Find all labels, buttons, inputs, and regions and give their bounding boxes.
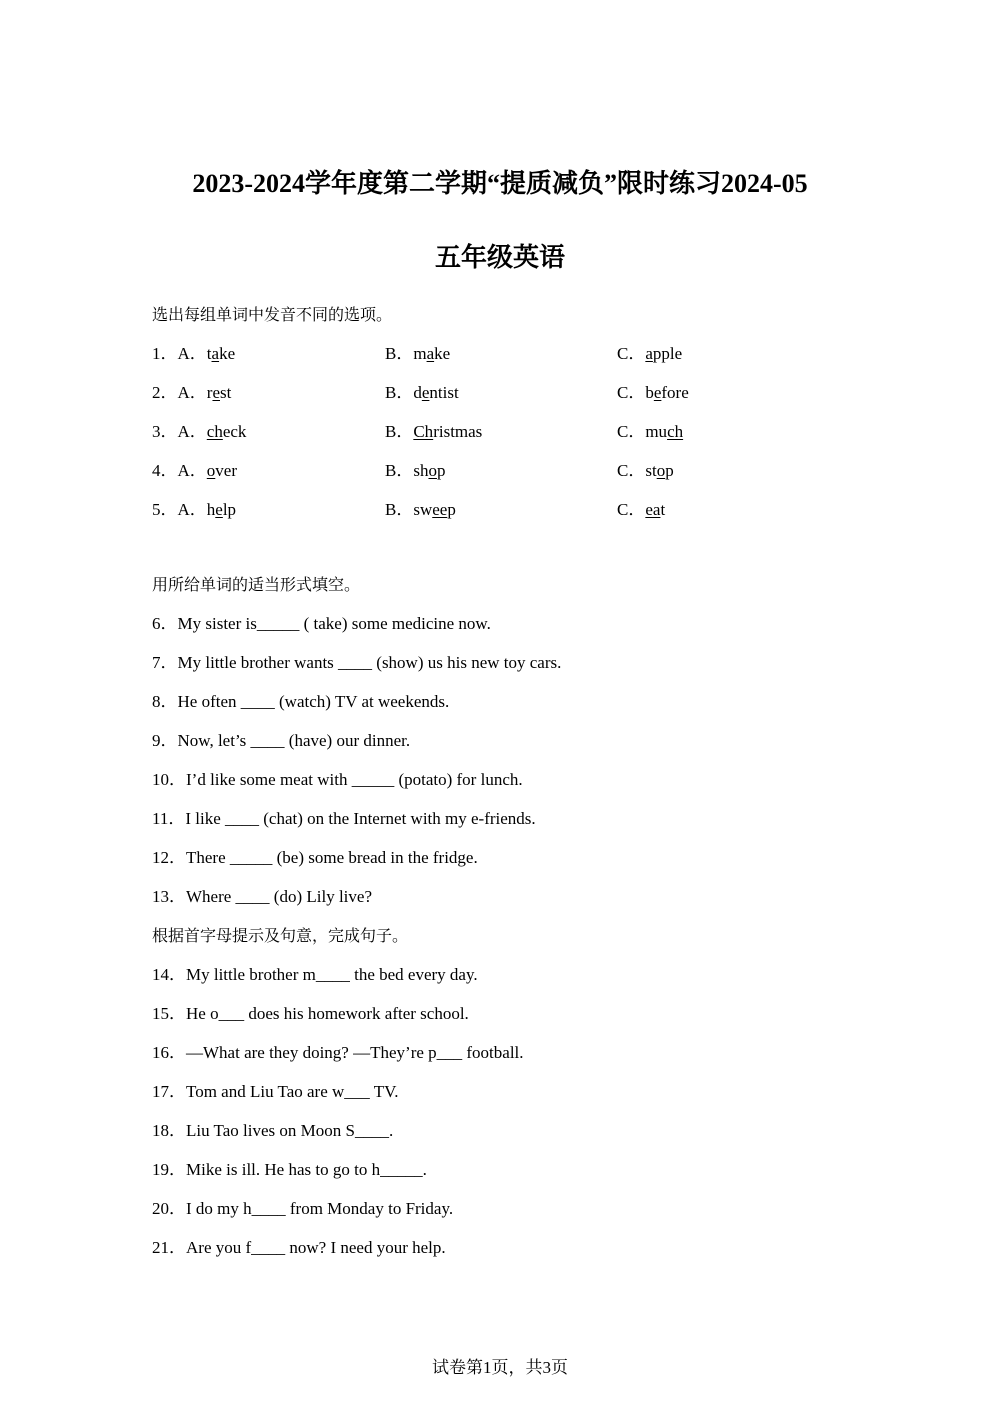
option-c: C．before: [617, 383, 689, 402]
option-c: C．eat: [617, 500, 666, 519]
option-c: C．stop: [617, 461, 674, 480]
option-a: 1．A．take: [152, 344, 236, 363]
question-item: 10．I’d like some meat with _____ (potato) for lunch.: [152, 770, 523, 789]
option-a: 2．A．rest: [152, 383, 232, 402]
option-b: B．Christmas: [385, 422, 483, 441]
page-footer: 试卷第1页，共3页: [432, 1358, 568, 1377]
question-item: 19．Mike is ill. He has to go to h_____.: [152, 1160, 427, 1179]
question-item: 11．I like ____ (chat) on the Internet with my e-friends.: [152, 809, 536, 828]
section3-heading: 根据首字母提示及句意，完成句子。: [152, 926, 409, 945]
option-b: B．dentist: [385, 383, 459, 402]
question-item: 16．—What are they doing? —They’re p___ football.: [152, 1043, 524, 1062]
section2-heading: 用所给单词的适当形式填空。: [152, 575, 361, 594]
option-b: B．sweep: [385, 500, 456, 519]
question-item: 13．Where ____ (do) Lily live?: [152, 887, 372, 906]
section1-heading: 选出每组单词中发音不同的选项。: [152, 305, 393, 324]
question-item: 20．I do my h____ from Monday to Friday.: [152, 1199, 454, 1218]
option-a: 5．A．help: [152, 500, 237, 519]
option-a: 3．A．check: [152, 422, 247, 441]
option-c: C．much: [617, 422, 684, 441]
question-item: 17．Tom and Liu Tao are w___ TV.: [152, 1082, 399, 1101]
exam-subtitle: 五年级英语: [434, 243, 565, 273]
option-c: C．apple: [617, 344, 683, 363]
question-item: 14．My little brother m____ the bed every day.: [152, 965, 478, 984]
question-item: 18．Liu Tao lives on Moon S____.: [152, 1121, 394, 1140]
question-item: 15．He o___ does his homework after school.: [152, 1004, 469, 1023]
question-item: 9．Now, let’s ____ (have) our dinner.: [152, 731, 411, 750]
question-item: 21．Are you f____ now? I need your help.: [152, 1238, 446, 1257]
exam-title: 2023-2024学年度第二学期“提质减负”限时练习2024-05: [192, 169, 808, 198]
option-b: B．make: [385, 344, 451, 363]
option-b: B．shop: [385, 461, 446, 480]
question-item: 12．There _____ (be) some bread in the fridge.: [152, 848, 478, 867]
option-a: 4．A．over: [152, 461, 237, 480]
question-item: 8．He often ____ (watch) TV at weekends.: [152, 692, 450, 711]
question-item: 7．My little brother wants ____ (show) us his new toy cars.: [152, 653, 562, 672]
question-item: 6．My sister is_____ ( take) some medicine now.: [152, 614, 491, 633]
